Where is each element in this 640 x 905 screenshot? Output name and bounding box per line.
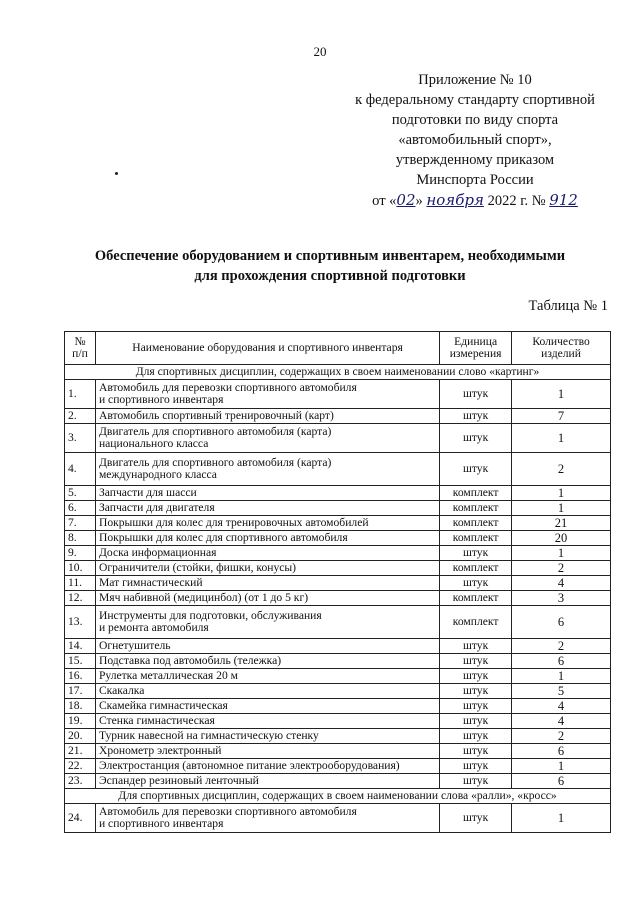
quantity: 2: [512, 453, 611, 486]
unit-of-measure: комплект: [440, 606, 512, 639]
quantity: 1: [512, 380, 611, 409]
table-row: [65, 531, 611, 546]
quantity: 6: [512, 606, 611, 639]
quantity: 4: [512, 699, 611, 714]
quantity: 1: [512, 501, 611, 516]
row-number: 7.: [65, 516, 96, 531]
row-number: 19.: [65, 714, 96, 729]
unit-of-measure: штук: [440, 546, 512, 561]
table-row: [65, 654, 611, 669]
item-name: [95, 744, 439, 759]
table-row: [65, 576, 611, 591]
unit-of-measure: штук: [440, 684, 512, 699]
item-name-line: Ограничители (стойки, фишки, конусы): [98, 560, 297, 574]
table-row: [65, 424, 611, 453]
item-name-line: Доска информационная: [98, 545, 217, 559]
item-name-line: Двигатель для спортивного автомобиля (карта): [98, 455, 332, 469]
item-name: [95, 669, 439, 684]
header-num-line: п/п: [72, 347, 88, 360]
item-name-line: Автомобиль для перевозки спортивного автомобиля: [98, 804, 357, 818]
quantity: 6: [512, 654, 611, 669]
quantity: 1: [512, 669, 611, 684]
unit-of-measure: штук: [440, 409, 512, 424]
item-name: [95, 714, 439, 729]
order-year: 2022 г. №: [487, 193, 546, 209]
table-label: Таблица № 1: [528, 298, 608, 314]
row-number: 20.: [65, 729, 96, 744]
table-row: [65, 561, 611, 576]
row-number: 6.: [65, 501, 96, 516]
quantity: 6: [512, 774, 611, 789]
header-num-line: №: [74, 334, 86, 348]
table-row: [65, 453, 611, 486]
row-number: 16.: [65, 669, 96, 684]
item-name: [95, 729, 439, 744]
table-row: [65, 729, 611, 744]
table-header-row: [65, 332, 611, 365]
item-name-line: Автомобиль спортивный тренировочный (карт): [98, 408, 334, 422]
table-row: [65, 380, 611, 409]
item-name: [95, 486, 439, 501]
unit-of-measure: штук: [440, 804, 512, 833]
row-number: 14.: [65, 639, 96, 654]
header-qty-line: Количество: [532, 334, 590, 348]
row-number: 5.: [65, 486, 96, 501]
table-row: [65, 759, 611, 774]
quantity: 1: [512, 424, 611, 453]
table-row: [65, 684, 611, 699]
unit-of-measure: штук: [440, 669, 512, 684]
item-name: [95, 546, 439, 561]
item-name-line: и спортивного инвентаря: [98, 393, 224, 406]
quantity: 2: [512, 561, 611, 576]
row-number: 18.: [65, 699, 96, 714]
unit-of-measure: штук: [440, 729, 512, 744]
unit-of-measure: штук: [440, 714, 512, 729]
quantity: 2: [512, 729, 611, 744]
header-unit-line: Единица: [454, 334, 498, 348]
quantity: 4: [512, 576, 611, 591]
table-row: [65, 546, 611, 561]
unit-of-measure: штук: [440, 654, 512, 669]
quantity: 6: [512, 744, 611, 759]
header-name: Наименование оборудования и спортивного инвентаря: [95, 332, 439, 365]
item-name-line: и ремонта автомобиля: [98, 621, 209, 634]
appendix-line: к федеральному стандарту спортивной: [355, 92, 595, 108]
header-num: [65, 332, 96, 365]
item-name: [95, 774, 439, 789]
order-prefix: от «: [372, 193, 397, 209]
quantity: 5: [512, 684, 611, 699]
row-number: 10.: [65, 561, 96, 576]
unit-of-measure: штук: [440, 759, 512, 774]
quantity: 1: [512, 546, 611, 561]
appendix-line: «автомобильный спорт»,: [398, 132, 552, 148]
table-row: [65, 804, 611, 833]
table-row: [65, 591, 611, 606]
item-name-line: Запчасти для шасси: [98, 485, 197, 499]
item-name: [95, 639, 439, 654]
unit-of-measure: штук: [440, 380, 512, 409]
table-row: [65, 744, 611, 759]
row-number: 22.: [65, 759, 96, 774]
item-name-line: Стенка гимнастическая: [98, 713, 215, 727]
unit-of-measure: комплект: [440, 486, 512, 501]
row-number: 17.: [65, 684, 96, 699]
section-header: Для спортивных дисциплин, содержащих в своем наименовании слова «ралли», «кросс»: [65, 789, 611, 804]
appendix-line: утвержденному приказом: [395, 152, 555, 168]
quantity: 4: [512, 714, 611, 729]
item-name: [95, 531, 439, 546]
item-name-line: Турник навесной на гимнастическую стенку: [98, 728, 319, 742]
title-line: Обеспечение оборудованием и спортивным инвентарем, необходимыми: [94, 248, 566, 264]
header-qty-line: изделий: [541, 347, 581, 360]
equipment-table: [64, 331, 611, 833]
item-name-line: Запчасти для двигателя: [98, 500, 215, 514]
unit-of-measure: комплект: [440, 561, 512, 576]
item-name: [95, 576, 439, 591]
quantity: 3: [512, 591, 611, 606]
row-number: 15.: [65, 654, 96, 669]
row-number: 8.: [65, 531, 96, 546]
stray-dot-mark: [115, 172, 118, 175]
table-row: [65, 606, 611, 639]
table-row: [65, 639, 611, 654]
row-number: 21.: [65, 744, 96, 759]
unit-of-measure: штук: [440, 699, 512, 714]
item-name: [95, 409, 439, 424]
unit-of-measure: штук: [440, 744, 512, 759]
order-mid: »: [415, 193, 423, 209]
unit-of-measure: комплект: [440, 501, 512, 516]
header-unit-line: измерения: [449, 347, 502, 360]
item-name-line: Огнетушитель: [98, 638, 171, 652]
item-name-line: Скакалка: [98, 683, 145, 697]
appendix-line: Приложение № 10: [418, 72, 532, 88]
item-name-line: Скамейка гимнастическая: [98, 698, 228, 712]
section-header-row: [65, 789, 611, 804]
unit-of-measure: штук: [440, 576, 512, 591]
table-row: [65, 699, 611, 714]
handwritten-day: 02: [396, 191, 416, 209]
item-name-line: Автомобиль для перевозки спортивного автомобиля: [98, 380, 357, 394]
quantity: 1: [512, 486, 611, 501]
handwritten-month: ноября: [426, 191, 484, 209]
item-name: [95, 654, 439, 669]
row-number: 2.: [65, 409, 96, 424]
row-number: 11.: [65, 576, 96, 591]
item-name-line: Мат гимнастический: [98, 575, 203, 589]
row-number: 9.: [65, 546, 96, 561]
table-row: [65, 774, 611, 789]
row-number: 24.: [65, 804, 96, 833]
page-number: 20: [313, 44, 327, 59]
unit-of-measure: штук: [440, 453, 512, 486]
unit-of-measure: штук: [440, 639, 512, 654]
unit-of-measure: комплект: [440, 516, 512, 531]
item-name: [95, 684, 439, 699]
item-name-line: Электростанция (автономное питание электрооборудования): [98, 758, 400, 772]
section-header-row: [65, 365, 611, 380]
item-name: [95, 561, 439, 576]
row-number: 4.: [65, 453, 96, 486]
item-name: [95, 591, 439, 606]
item-name: [95, 380, 439, 409]
item-name: [95, 516, 439, 531]
item-name-line: Покрышки для колес для тренировочных автомобилей: [98, 515, 369, 529]
quantity: 20: [512, 531, 611, 546]
quantity: 7: [512, 409, 611, 424]
table-row: [65, 714, 611, 729]
item-name-line: международного класса: [98, 468, 217, 481]
row-number: 12.: [65, 591, 96, 606]
header-unit: [440, 332, 512, 365]
quantity: 2: [512, 639, 611, 654]
item-name-line: Эспандер резиновый ленточный: [98, 773, 259, 787]
item-name: [95, 501, 439, 516]
row-number: 3.: [65, 424, 96, 453]
section-header: Для спортивных дисциплин, содержащих в своем наименовании слово «картинг»: [65, 365, 611, 380]
item-name: [95, 424, 439, 453]
handwritten-order-number: 912: [549, 191, 578, 209]
item-name-line: национального класса: [98, 437, 209, 450]
quantity: 1: [512, 804, 611, 833]
appendix-line: Минспорта России: [416, 172, 534, 188]
item-name: [95, 699, 439, 714]
table-row: [65, 486, 611, 501]
document-title: [40, 246, 620, 286]
item-name-line: Покрышки для колес для спортивного автомобиля: [98, 530, 348, 544]
item-name-line: Рулетка металлическая 20 м: [98, 668, 238, 682]
row-number: 13.: [65, 606, 96, 639]
order-date-line: [330, 190, 620, 211]
item-name: [95, 759, 439, 774]
table-row: [65, 669, 611, 684]
item-name: [95, 606, 439, 639]
unit-of-measure: комплект: [440, 591, 512, 606]
quantity: 1: [512, 759, 611, 774]
item-name: [95, 453, 439, 486]
unit-of-measure: штук: [440, 424, 512, 453]
item-name-line: Подставка под автомобиль (тележка): [98, 653, 282, 667]
item-name-line: Двигатель для спортивного автомобиля (карта): [98, 424, 332, 438]
item-name-line: Мяч набивной (медицинбол) (от 1 до 5 кг): [98, 590, 309, 604]
table-row: [65, 409, 611, 424]
item-name-line: и спортивного инвентаря: [98, 817, 224, 830]
appendix-block: [330, 70, 620, 211]
table-row: [65, 501, 611, 516]
table-row: [65, 516, 611, 531]
item-name: [95, 804, 439, 833]
unit-of-measure: комплект: [440, 531, 512, 546]
row-number: 1.: [65, 380, 96, 409]
appendix-line: подготовки по виду спорта: [391, 112, 559, 128]
item-name-line: Инструменты для подготовки, обслуживания: [98, 608, 322, 622]
title-line: для прохождения спортивной подготовки: [194, 268, 466, 284]
row-number: 23.: [65, 774, 96, 789]
header-qty: [512, 332, 611, 365]
item-name-line: Хронометр электронный: [98, 743, 222, 757]
unit-of-measure: штук: [440, 774, 512, 789]
quantity: 21: [512, 516, 611, 531]
